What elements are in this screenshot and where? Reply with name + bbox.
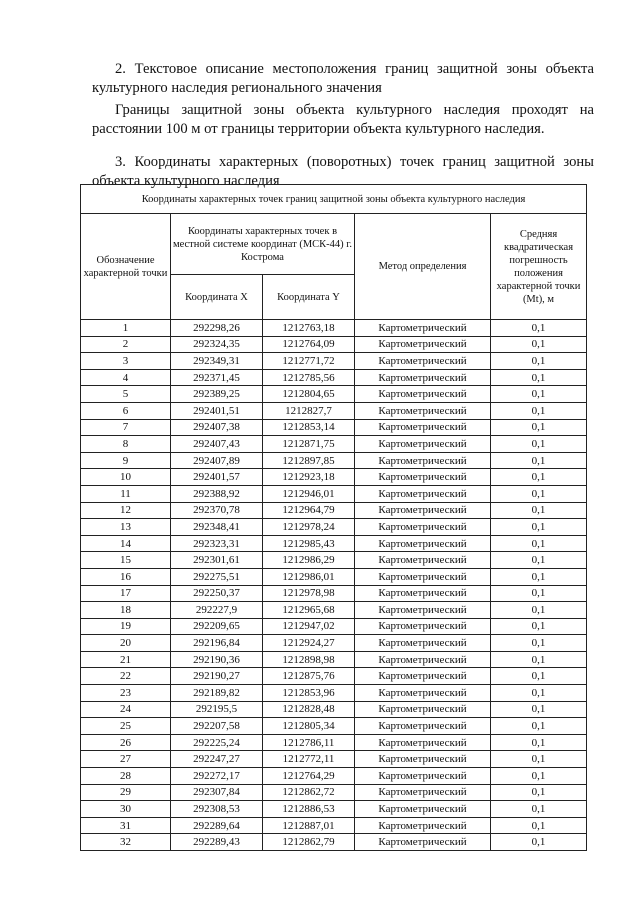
error-value-cell: 0,1	[491, 469, 587, 486]
coordinate-y-cell: 1212875,76	[263, 668, 355, 685]
coordinate-x-cell: 292388,92	[171, 485, 263, 502]
error-value-cell: 0,1	[491, 834, 587, 851]
method-cell: Картометрический	[355, 419, 491, 436]
coordinate-y-cell: 1212924,27	[263, 635, 355, 652]
error-value-cell: 0,1	[491, 602, 587, 619]
point-number-cell: 8	[81, 436, 171, 453]
point-number-cell: 26	[81, 734, 171, 751]
coordinate-y-cell: 1212862,79	[263, 834, 355, 851]
header-point: Обозначение характерной точки	[81, 214, 171, 320]
coordinate-y-cell: 1212923,18	[263, 469, 355, 486]
coordinate-x-cell: 292190,36	[171, 651, 263, 668]
table-row	[81, 485, 587, 502]
section-3-heading: 3. Координаты характерных (поворотных) точек границ защитной зоны объекта культурного наследия	[92, 154, 594, 189]
coordinate-y-cell: 1212764,09	[263, 336, 355, 353]
method-cell: Картометрический	[355, 402, 491, 419]
method-cell: Картометрический	[355, 519, 491, 536]
point-number-cell: 30	[81, 801, 171, 818]
point-number-cell: 25	[81, 718, 171, 735]
error-value-cell: 0,1	[491, 452, 587, 469]
error-value-cell: 0,1	[491, 502, 587, 519]
coordinate-x-cell: 292190,27	[171, 668, 263, 685]
method-cell: Картометрический	[355, 701, 491, 718]
error-value-cell: 0,1	[491, 734, 587, 751]
point-number-cell: 1	[81, 320, 171, 337]
table-row	[81, 718, 587, 735]
table-row	[81, 436, 587, 453]
method-cell: Картометрический	[355, 602, 491, 619]
error-value-cell: 0,1	[491, 784, 587, 801]
method-cell: Картометрический	[355, 834, 491, 851]
point-number-cell: 5	[81, 386, 171, 403]
coordinate-y-cell: 1212827,7	[263, 402, 355, 419]
error-value-cell: 0,1	[491, 353, 587, 370]
coordinate-x-cell: 292401,51	[171, 402, 263, 419]
error-value-cell: 0,1	[491, 402, 587, 419]
method-cell: Картометрический	[355, 452, 491, 469]
table-row	[81, 469, 587, 486]
point-number-cell: 19	[81, 618, 171, 635]
point-number-cell: 9	[81, 452, 171, 469]
section-2-heading: 2. Текстовое описание местоположения границ защитной зоны объекта культурного наследия регионального значения	[92, 61, 594, 96]
header-error: Средняя квадратическая погрешность положения характерной точки (Mt), м	[491, 214, 587, 320]
method-cell: Картометрический	[355, 320, 491, 337]
coordinate-y-cell: 1212804,65	[263, 386, 355, 403]
table-row	[81, 452, 587, 469]
method-cell: Картометрический	[355, 336, 491, 353]
error-value-cell: 0,1	[491, 535, 587, 552]
point-number-cell: 6	[81, 402, 171, 419]
table-row	[81, 751, 587, 768]
coordinate-y-cell: 1212871,75	[263, 436, 355, 453]
point-number-cell: 2	[81, 336, 171, 353]
point-number-cell: 20	[81, 635, 171, 652]
coordinate-x-cell: 292371,45	[171, 369, 263, 386]
method-cell: Картометрический	[355, 734, 491, 751]
table-row	[81, 701, 587, 718]
method-cell: Картометрический	[355, 585, 491, 602]
table-row	[81, 353, 587, 370]
coordinate-x-cell: 292407,43	[171, 436, 263, 453]
coordinate-y-cell: 1212985,43	[263, 535, 355, 552]
method-cell: Картометрический	[355, 369, 491, 386]
coordinate-y-cell: 1212853,96	[263, 685, 355, 702]
method-cell: Картометрический	[355, 817, 491, 834]
coordinate-x-cell: 292401,57	[171, 469, 263, 486]
method-cell: Картометрический	[355, 568, 491, 585]
coordinate-x-cell: 292407,89	[171, 452, 263, 469]
error-value-cell: 0,1	[491, 685, 587, 702]
coordinate-y-cell: 1212986,29	[263, 552, 355, 569]
header-coords-group: Координаты характерных точек в местной системе координат (МСК-44) г. Кострома	[171, 214, 355, 275]
method-cell: Картометрический	[355, 801, 491, 818]
point-number-cell: 3	[81, 353, 171, 370]
table-row	[81, 602, 587, 619]
coordinate-x-cell: 292301,61	[171, 552, 263, 569]
table-row	[81, 369, 587, 386]
coordinate-x-cell: 292323,31	[171, 535, 263, 552]
coordinate-x-cell: 292289,43	[171, 834, 263, 851]
point-number-cell: 31	[81, 817, 171, 834]
coordinate-x-cell: 292348,41	[171, 519, 263, 536]
point-number-cell: 18	[81, 602, 171, 619]
method-cell: Картометрический	[355, 353, 491, 370]
table-row	[81, 685, 587, 702]
table-row	[81, 668, 587, 685]
table-row	[81, 585, 587, 602]
coordinate-x-cell: 292196,84	[171, 635, 263, 652]
coordinate-x-cell: 292307,84	[171, 784, 263, 801]
error-value-cell: 0,1	[491, 651, 587, 668]
error-value-cell: 0,1	[491, 519, 587, 536]
coordinate-y-cell: 1212964,79	[263, 502, 355, 519]
coordinate-x-cell: 292407,38	[171, 419, 263, 436]
point-number-cell: 23	[81, 685, 171, 702]
coordinate-x-cell: 292308,53	[171, 801, 263, 818]
coordinate-y-cell: 1212853,14	[263, 419, 355, 436]
point-number-cell: 24	[81, 701, 171, 718]
table-row	[81, 635, 587, 652]
coordinate-y-cell: 1212862,72	[263, 784, 355, 801]
point-number-cell: 17	[81, 585, 171, 602]
coordinate-x-cell: 292250,37	[171, 585, 263, 602]
error-value-cell: 0,1	[491, 718, 587, 735]
table-row	[81, 402, 587, 419]
error-value-cell: 0,1	[491, 386, 587, 403]
header-method: Метод определения	[355, 214, 491, 320]
point-number-cell: 27	[81, 751, 171, 768]
coordinate-x-cell: 292195,5	[171, 701, 263, 718]
coordinate-x-cell: 292370,78	[171, 502, 263, 519]
table-row	[81, 336, 587, 353]
point-number-cell: 7	[81, 419, 171, 436]
point-number-cell: 15	[81, 552, 171, 569]
method-cell: Картометрический	[355, 552, 491, 569]
coordinate-y-cell: 1212897,85	[263, 452, 355, 469]
error-value-cell: 0,1	[491, 618, 587, 635]
table-row	[81, 784, 587, 801]
method-cell: Картометрический	[355, 485, 491, 502]
point-number-cell: 28	[81, 768, 171, 785]
method-cell: Картометрический	[355, 668, 491, 685]
coordinate-y-cell: 1212887,01	[263, 817, 355, 834]
point-number-cell: 21	[81, 651, 171, 668]
point-number-cell: 12	[81, 502, 171, 519]
point-number-cell: 10	[81, 469, 171, 486]
coordinate-x-cell: 292225,24	[171, 734, 263, 751]
coordinate-x-cell: 292324,35	[171, 336, 263, 353]
point-number-cell: 14	[81, 535, 171, 552]
coordinate-y-cell: 1212965,68	[263, 602, 355, 619]
header-x: Координата X	[171, 275, 263, 320]
table-row	[81, 817, 587, 834]
section-2-text: Границы защитной зоны объекта культурного наследия проходят на расстоянии 100 м от границы территории объекта культурного наследия.	[92, 102, 594, 137]
table-row	[81, 535, 587, 552]
coordinate-x-cell: 292349,31	[171, 353, 263, 370]
point-number-cell: 13	[81, 519, 171, 536]
coordinate-y-cell: 1212772,11	[263, 751, 355, 768]
method-cell: Картометрический	[355, 651, 491, 668]
method-cell: Картометрический	[355, 718, 491, 735]
coordinate-x-cell: 292189,82	[171, 685, 263, 702]
table-row	[81, 552, 587, 569]
point-number-cell: 16	[81, 568, 171, 585]
header-y: Координата Y	[263, 275, 355, 320]
error-value-cell: 0,1	[491, 585, 587, 602]
coordinate-x-cell: 292275,51	[171, 568, 263, 585]
coordinate-x-cell: 292289,64	[171, 817, 263, 834]
coordinate-x-cell: 292247,27	[171, 751, 263, 768]
error-value-cell: 0,1	[491, 635, 587, 652]
error-value-cell: 0,1	[491, 751, 587, 768]
table-row	[81, 568, 587, 585]
method-cell: Картометрический	[355, 768, 491, 785]
table-row	[81, 419, 587, 436]
error-value-cell: 0,1	[491, 817, 587, 834]
table-row	[81, 320, 587, 337]
error-value-cell: 0,1	[491, 369, 587, 386]
error-value-cell: 0,1	[491, 436, 587, 453]
table-row	[81, 519, 587, 536]
table-row	[81, 651, 587, 668]
method-cell: Картометрический	[355, 386, 491, 403]
coordinate-x-cell: 292272,17	[171, 768, 263, 785]
coordinate-x-cell: 292227,9	[171, 602, 263, 619]
error-value-cell: 0,1	[491, 419, 587, 436]
coordinate-y-cell: 1212946,01	[263, 485, 355, 502]
coordinate-y-cell: 1212764,29	[263, 768, 355, 785]
coordinate-y-cell: 1212805,34	[263, 718, 355, 735]
table-row	[81, 801, 587, 818]
error-value-cell: 0,1	[491, 768, 587, 785]
coordinate-y-cell: 1212828,48	[263, 701, 355, 718]
coordinate-x-cell: 292209,65	[171, 618, 263, 635]
coordinate-y-cell: 1212898,98	[263, 651, 355, 668]
coordinate-y-cell: 1212986,01	[263, 568, 355, 585]
error-value-cell: 0,1	[491, 485, 587, 502]
method-cell: Картометрический	[355, 535, 491, 552]
table-row	[81, 502, 587, 519]
coordinate-x-cell: 292207,58	[171, 718, 263, 735]
coordinate-y-cell: 1212978,98	[263, 585, 355, 602]
table-row	[81, 386, 587, 403]
table-row	[81, 834, 587, 851]
method-cell: Картометрический	[355, 635, 491, 652]
error-value-cell: 0,1	[491, 320, 587, 337]
coordinate-x-cell: 292389,25	[171, 386, 263, 403]
error-value-cell: 0,1	[491, 801, 587, 818]
coordinate-y-cell: 1212785,56	[263, 369, 355, 386]
point-number-cell: 32	[81, 834, 171, 851]
table-row	[81, 768, 587, 785]
point-number-cell: 11	[81, 485, 171, 502]
coordinate-y-cell: 1212786,11	[263, 734, 355, 751]
method-cell: Картометрический	[355, 685, 491, 702]
table-body	[81, 320, 587, 851]
error-value-cell: 0,1	[491, 701, 587, 718]
table-row	[81, 734, 587, 751]
coordinate-x-cell: 292298,26	[171, 320, 263, 337]
coordinate-y-cell: 1212771,72	[263, 353, 355, 370]
point-number-cell: 29	[81, 784, 171, 801]
table-caption: Координаты характерных точек границ защитной зоны объекта культурного наследия	[81, 185, 587, 214]
method-cell: Картометрический	[355, 751, 491, 768]
method-cell: Картометрический	[355, 618, 491, 635]
coordinate-y-cell: 1212763,18	[263, 320, 355, 337]
point-number-cell: 22	[81, 668, 171, 685]
method-cell: Картометрический	[355, 436, 491, 453]
coordinate-y-cell: 1212886,53	[263, 801, 355, 818]
method-cell: Картометрический	[355, 784, 491, 801]
method-cell: Картометрический	[355, 502, 491, 519]
table-row	[81, 618, 587, 635]
error-value-cell: 0,1	[491, 568, 587, 585]
method-cell: Картометрический	[355, 469, 491, 486]
error-value-cell: 0,1	[491, 552, 587, 569]
error-value-cell: 0,1	[491, 336, 587, 353]
error-value-cell: 0,1	[491, 668, 587, 685]
coordinate-y-cell: 1212978,24	[263, 519, 355, 536]
point-number-cell: 4	[81, 369, 171, 386]
coordinate-y-cell: 1212947,02	[263, 618, 355, 635]
coordinates-table	[80, 184, 587, 851]
